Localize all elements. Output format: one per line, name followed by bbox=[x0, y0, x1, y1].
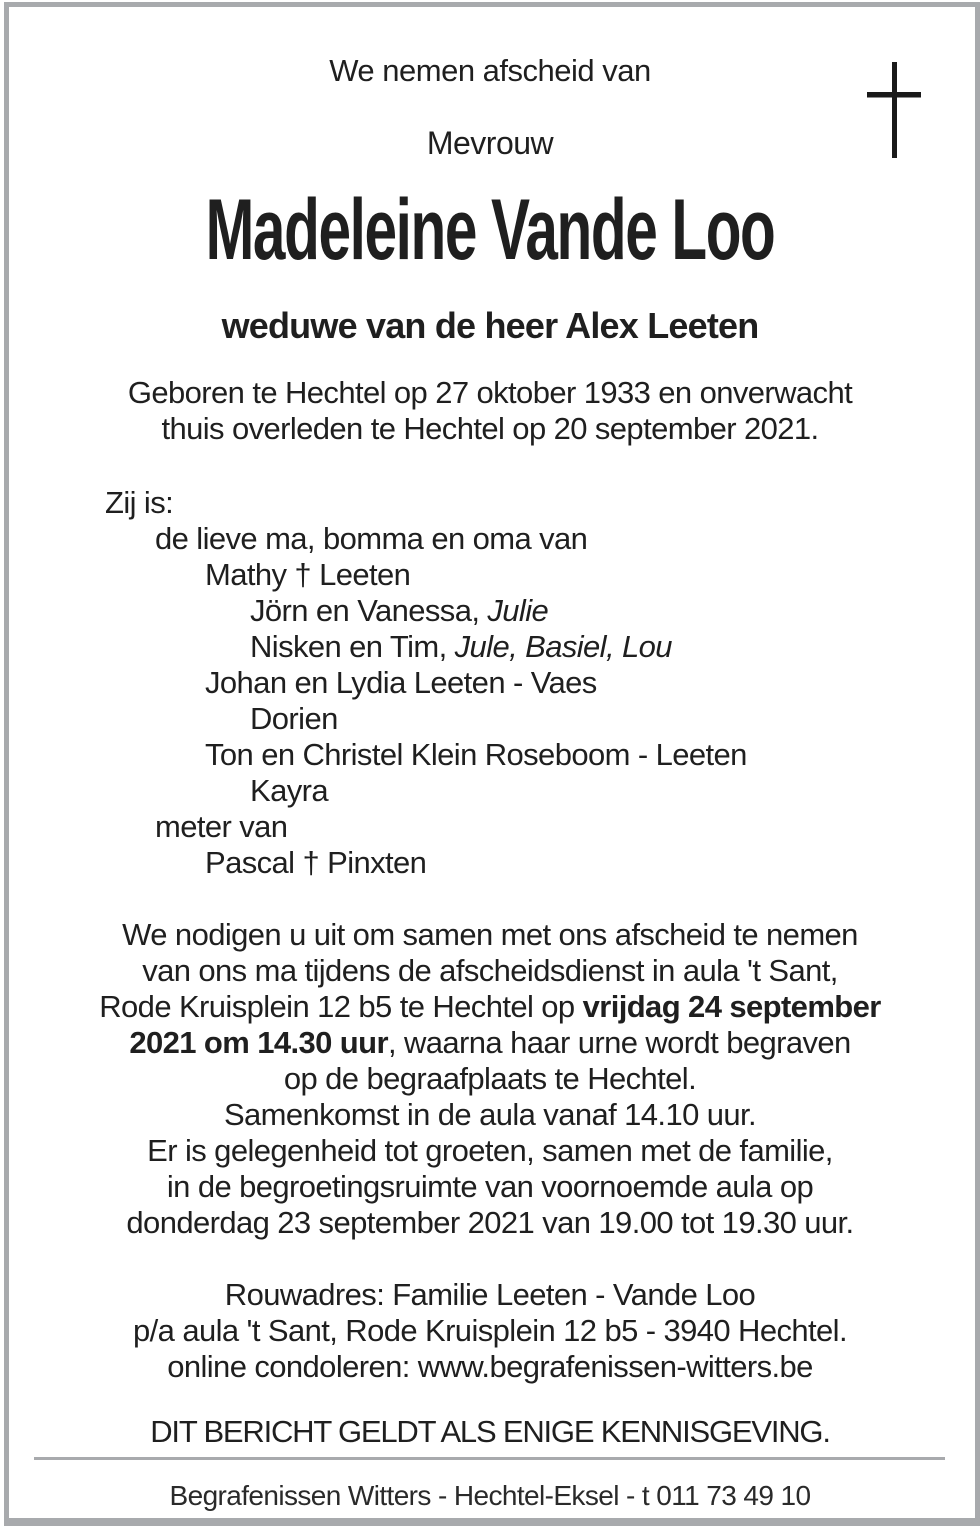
text-segment: Rode Kruisplein 12 b5 te Hechtel op bbox=[99, 989, 583, 1024]
text-line bbox=[205, 845, 975, 881]
text-segment: Nisken en Tim, bbox=[250, 629, 455, 664]
text-line bbox=[0, 953, 980, 989]
text-line bbox=[0, 411, 980, 447]
text-segment: online condoleren: www.begrafenissen-witters.be bbox=[167, 1349, 813, 1384]
intro-text: We nemen afscheid van bbox=[329, 53, 651, 88]
notice-text: DIT BERICHT GELDT ALS ENIGE KENNISGEVING. bbox=[150, 1414, 830, 1449]
text-segment: van ons ma tijdens de afscheidsdienst in aula 't Sant, bbox=[142, 953, 838, 988]
text-line bbox=[0, 1169, 980, 1205]
text-segment: Kayra bbox=[250, 773, 328, 808]
text-line bbox=[0, 1025, 980, 1061]
text-segment: thuis overleden te Hechtel op 20 september 2021. bbox=[161, 411, 819, 446]
text-line bbox=[205, 737, 975, 773]
text-line bbox=[0, 1277, 980, 1313]
salutation-text: Mevrouw bbox=[426, 125, 554, 161]
text-line bbox=[250, 701, 975, 737]
footer-divider bbox=[34, 1457, 945, 1460]
text-segment: p/a aula 't Sant, Rode Kruisplein 12 b5 - 3940 Hechtel. bbox=[133, 1313, 847, 1348]
text-segment: Geboren te Hechtel op 27 oktober 1933 en onverwacht bbox=[127, 375, 853, 410]
text-line bbox=[205, 557, 975, 593]
birth-death-block bbox=[0, 375, 980, 447]
text-line bbox=[0, 1313, 980, 1349]
text-line bbox=[250, 773, 975, 809]
text-segment: , waarna haar urne wordt begraven bbox=[387, 1025, 851, 1060]
text-segment: Pascal † Pinxten bbox=[205, 845, 427, 880]
text-line bbox=[155, 809, 975, 845]
text-segment: Er is gelegenheid tot groeten, samen met de familie, bbox=[147, 1133, 833, 1168]
text-line bbox=[0, 375, 980, 411]
text-segment: op de begraafplaats te Hechtel. bbox=[283, 1061, 697, 1096]
text-line bbox=[205, 665, 975, 701]
text-segment: Dorien bbox=[250, 701, 338, 736]
text-segment: Johan en Lydia Leeten - Vaes bbox=[205, 665, 597, 700]
family-list bbox=[105, 485, 975, 881]
text-segment: Mathy † Leeten bbox=[205, 557, 411, 592]
text-segment: Samenkomst in de aula vanaf 14.10 uur. bbox=[223, 1097, 757, 1132]
invitation-block bbox=[0, 917, 980, 1241]
text-line bbox=[0, 1205, 980, 1241]
text-line bbox=[155, 521, 975, 557]
text-segment: Zij is: bbox=[105, 485, 174, 520]
contact-block bbox=[0, 1277, 980, 1385]
text-line bbox=[0, 1133, 980, 1169]
text-line bbox=[0, 989, 980, 1025]
text-segment: in de begroetingsruimte van voornoemde aula op bbox=[166, 1169, 814, 1204]
text-line bbox=[0, 1349, 980, 1385]
text-line bbox=[0, 1097, 980, 1133]
text-segment: Rouwadres: Familie Leeten - Vande Loo bbox=[224, 1277, 756, 1312]
text-line bbox=[105, 485, 975, 521]
text-segment: Ton en Christel Klein Roseboom - Leeten bbox=[205, 737, 747, 772]
text-segment: Jule, Basiel, Lou bbox=[454, 629, 672, 664]
text-segment: We nodigen u uit om samen met ons afscheid te nemen bbox=[122, 917, 858, 952]
text-segment: Julie bbox=[487, 593, 549, 628]
text-segment: donderdag 23 september 2021 van 19.00 tot 19.30 uur. bbox=[126, 1205, 854, 1240]
text-segment: de lieve ma, bomma en oma van bbox=[155, 521, 588, 556]
deceased-name: Madeleine Vande Loo bbox=[205, 182, 775, 278]
funeral-home-footer: Begrafenissen Witters - Hechtel-Eksel - t 011 73 49 10 bbox=[169, 1480, 811, 1511]
text-line bbox=[250, 593, 975, 629]
text-segment: 2021 om 14.30 uur bbox=[129, 1025, 388, 1060]
text-line bbox=[250, 629, 975, 665]
text-line bbox=[0, 1061, 980, 1097]
text-segment: vrijdag 24 september bbox=[582, 989, 881, 1024]
text-line bbox=[0, 917, 980, 953]
text-segment: Jörn en Vanessa, bbox=[250, 593, 488, 628]
text-segment: meter van bbox=[155, 809, 288, 844]
widow-subtitle: weduwe van de heer Alex Leeten bbox=[221, 305, 759, 346]
